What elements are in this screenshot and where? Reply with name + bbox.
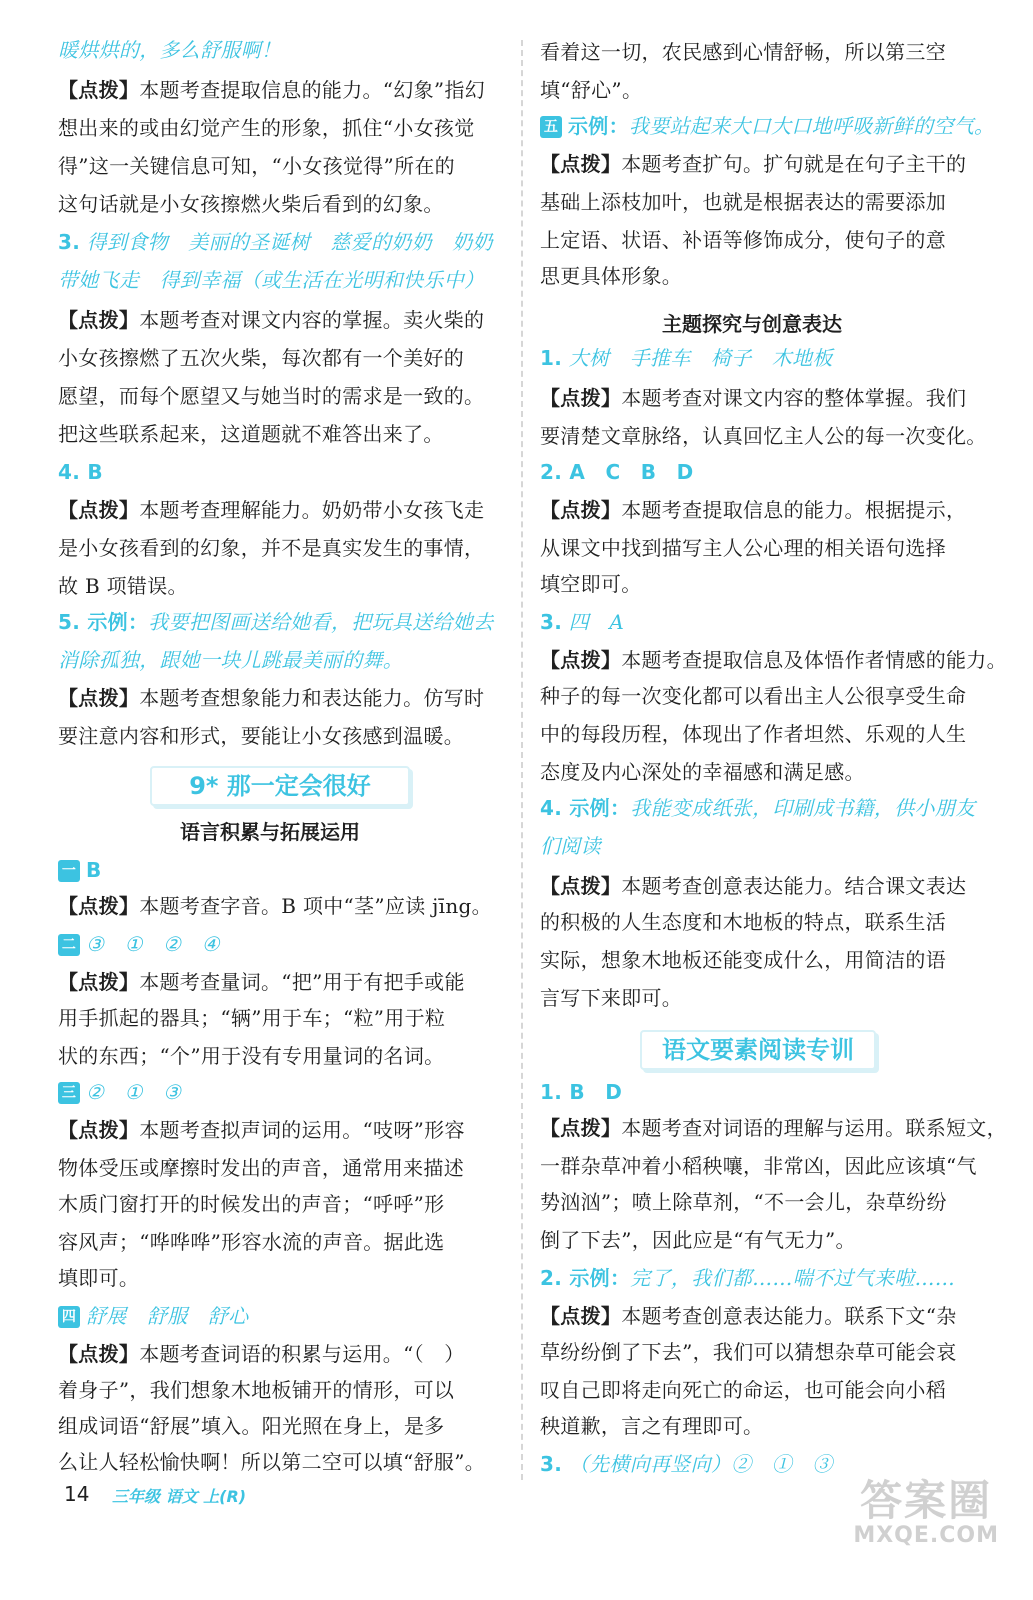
hint-tag: 【点拨】: [540, 386, 622, 410]
section-number-box: 四: [58, 1306, 80, 1328]
text-line: 填“舒心”。: [540, 78, 643, 102]
page-number: 14: [64, 1482, 90, 1506]
hint-tag: 【点拨】: [540, 498, 622, 522]
column-divider: [521, 40, 523, 1480]
hint-line: 【点拨】本题考查量词。“把”用于有把手或能: [58, 970, 465, 994]
text-line: 填空即可。: [540, 572, 642, 596]
text-line: 物体受压或摩擦时发出的声音，通常用来描述: [58, 1156, 464, 1180]
answer-3: 3. 四 A: [540, 610, 625, 634]
hint-line: 【点拨】本题考查创意表达能力。结合课文表达: [540, 874, 967, 898]
text-line: 这句话就是小女孩擦燃火柴后看到的幻象。: [58, 192, 444, 216]
hint-line: 【点拨】本题考查扩句。扩句就是在句子主干的: [540, 152, 967, 176]
text-line: 从课文中找到描写主人公心理的相关语句选择: [540, 536, 946, 560]
hint-tag: 【点拨】: [58, 78, 140, 102]
text-line: 愿望，而每个愿望又与她当时的需求是一致的。: [58, 384, 485, 408]
text-line: 中的每段历程，体现出了作者坦然、乐观的人生: [540, 722, 967, 746]
section-heading: 主题探究与创意表达: [662, 312, 842, 336]
watermark-title: 答案圈: [860, 1476, 993, 1525]
hint-tag: 【点拨】: [58, 498, 140, 522]
hint-line: 【点拨】本题考查想象能力和表达能力。仿写时: [58, 686, 485, 710]
hint-line: 【点拨】本题考查字音。B 项中“茎”应读 jīng。: [58, 894, 492, 918]
hint-line: 【点拨】本题考查理解能力。奶奶带小女孩飞走: [58, 498, 485, 522]
answer-section-5: 五 示例：我要站起来大口大口地呼吸新鲜的空气。: [540, 112, 994, 140]
answer-line: 们阅读: [540, 834, 601, 858]
answer-2: 2. A C B D: [540, 460, 694, 484]
hint-tag: 【点拨】: [540, 1304, 622, 1328]
hint-tag: 【点拨】: [58, 1118, 140, 1142]
section-number-box: 五: [540, 116, 562, 138]
answer-5: 5. 示例：我要把图画送给她看，把玩具送给她去: [58, 610, 494, 634]
text-line: 要清楚文章脉络，认真回忆主人公的每一次变化。: [540, 424, 987, 448]
text-line: 是小女孩看到的幻象，并不是真实发生的事情，: [58, 536, 485, 560]
answer-3: 3. 得到食物 美丽的圣诞树 慈爱的奶奶 奶奶: [58, 230, 493, 254]
text-line: 种子的每一次变化都可以看出主人公很享受生命: [540, 684, 967, 708]
answer-2: 2. 示例：完了，我们都……喘不过气来啦……: [540, 1266, 956, 1290]
answer-section-2: 二 ③ ① ② ④: [58, 930, 220, 958]
section-number-box: 二: [58, 934, 80, 956]
section-banner: 语文要素阅读专训: [640, 1030, 876, 1070]
text-line: 小女孩擦燃了五次火柴，每次都有一个美好的: [58, 346, 464, 370]
text-line: 填即可。: [58, 1266, 140, 1290]
answer-3: 3. （先横向再竖向）② ① ③: [540, 1452, 833, 1476]
hint-tag: 【点拨】: [540, 152, 622, 176]
text-line: 得”这一关键信息可知，“小女孩觉得”所在的: [58, 154, 455, 178]
book-tag: 三年级 语文 上(R): [112, 1487, 247, 1506]
hint-tag: 【点拨】: [58, 308, 140, 332]
text-line: 叹自己即将走向死亡的命运，也可能会向小稻: [540, 1378, 946, 1402]
section-number-box: 三: [58, 1082, 80, 1104]
answer-section-1: 一 B: [58, 856, 102, 884]
text-line: 着身子”，我们想象木地板铺开的情形，可以: [58, 1378, 455, 1402]
hint-line: 【点拨】本题考查拟声词的运用。“吱呀”形容: [58, 1118, 465, 1142]
text-line: 状的东西；“个”用于没有专用量词的名词。: [58, 1044, 445, 1068]
text-line: 故 B 项错误。: [58, 574, 188, 598]
answer-section-3: 三 ② ① ③: [58, 1078, 181, 1106]
watermark-logo: [853, 1478, 999, 1548]
hint-tag: 【点拨】: [58, 686, 140, 710]
text-line: 容风声；“哗哗哗”形容水流的声音。据此选: [58, 1230, 445, 1254]
text-line: 倒了下去”，因此应是“有气无力”。: [540, 1228, 856, 1252]
answer-continuation: 暖烘烘的，多么舒服啊！: [58, 38, 282, 62]
hint-tag: 【点拨】: [58, 1342, 140, 1366]
section-number-box: 一: [58, 860, 80, 882]
hint-tag: 【点拨】: [58, 894, 140, 918]
lesson-banner: 9* 那一定会很好: [150, 766, 410, 806]
hint-line: 【点拨】本题考查对词语的理解与运用。联系短文，: [540, 1116, 1007, 1140]
answer-1: 1. 大树 手推车 椅子 木地板: [540, 346, 833, 370]
hint-tag: 【点拨】: [540, 648, 622, 672]
answer-4: 4. 示例：我能变成纸张，印刷成书籍，供小朋友: [540, 796, 976, 820]
answer-section-4: 四 舒展 舒服 舒心: [58, 1302, 248, 1330]
answer-line: 带她飞走 得到幸福（或生活在光明和快乐中）: [58, 268, 485, 292]
hint-line: 【点拨】本题考查词语的积累与运用。“（ ）: [58, 1342, 465, 1366]
text-line: 势汹汹”；喷上除草剂，“不一会儿，杂草纷纷: [540, 1190, 947, 1214]
answer-line: 消除孤独，跟她一块儿跳最美丽的舞。: [58, 648, 404, 672]
text-line: 么让人轻松愉快啊！所以第二空可以填“舒服”。: [58, 1450, 486, 1474]
text-line: 一群杂草冲着小稻秧嚷，非常凶，因此应该填“气: [540, 1154, 977, 1178]
text-line: 组成词语“舒展”填入。阳光照在身上，是多: [58, 1414, 445, 1438]
text-line: 把这些联系起来，这道题就不难答出来了。: [58, 422, 444, 446]
hint-line: 【点拨】本题考查对课文内容的掌握。卖火柴的: [58, 308, 485, 332]
text-line: 秧道歉，言之有理即可。: [540, 1414, 764, 1438]
text-line: 的积极的人生态度和木地板的特点，联系生活: [540, 910, 946, 934]
text-line: 思更具体形象。: [540, 264, 683, 288]
text-line: 用手抓起的器具；“辆”用于车；“粒”用于粒: [58, 1006, 446, 1030]
hint-line: 【点拨】本题考查提取信息及体悟作者情感的能力。: [540, 648, 1007, 672]
text-line: 态度及内心深处的幸福感和满足感。: [540, 760, 865, 784]
watermark-url: MXQE.COM: [853, 1523, 999, 1548]
text-line: 实际，想象木地板还能变成什么，用简洁的语: [540, 948, 946, 972]
hint-tag: 【点拨】: [540, 1116, 622, 1140]
text-line: 木质门窗打开的时候发出的声音；“呼呼”形: [58, 1192, 445, 1216]
hint-line: 【点拨】本题考查提取信息的能力。根据提示，: [540, 498, 967, 522]
answer-4: 4. B: [58, 460, 103, 484]
section-heading: 语言积累与拓展运用: [180, 820, 360, 844]
hint-line: 【点拨】本题考查对课文内容的整体掌握。我们: [540, 386, 967, 410]
hint-line: 【点拨】本题考查创意表达能力。联系下文“杂: [540, 1304, 957, 1328]
text-line: 看着这一切，农民感到心情舒畅，所以第三空: [540, 40, 946, 64]
text-line: 想出来的或由幻觉产生的形象，抓住“小女孩觉: [58, 116, 475, 140]
hint-tag: 【点拨】: [540, 874, 622, 898]
text-line: 上定语、状语、补语等修饰成分，使句子的意: [540, 228, 946, 252]
text-line: 言写下来即可。: [540, 986, 683, 1010]
text-line: 基础上添枝加叶，也就是根据表达的需要添加: [540, 190, 946, 214]
text-line: 草纷纷倒了下去”，我们可以猜想杂草可能会哀: [540, 1340, 957, 1364]
hint-tag: 【点拨】: [58, 970, 140, 994]
text-line: 要注意内容和形式，要能让小女孩感到温暖。: [58, 724, 464, 748]
hint-line: 【点拨】本题考查提取信息的能力。“幻象”指幻: [58, 78, 486, 102]
answer-1: 1. B D: [540, 1080, 623, 1104]
